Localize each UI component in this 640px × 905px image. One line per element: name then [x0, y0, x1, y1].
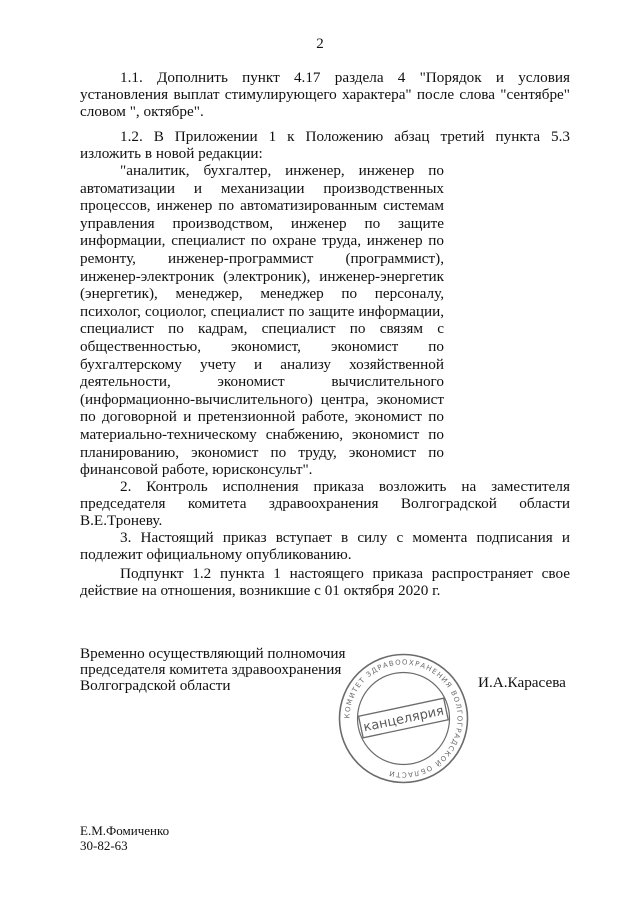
signature-position-line-1: Временно осуществляющий полномочия: [80, 645, 346, 662]
executor-phone: 30-82-63: [80, 838, 128, 853]
paragraph-subpoint-note: Подпункт 1.2 пункта 1 настоящего приказа распространяет свое действие на отношения, возникшие с 01 октября 2020 г.: [80, 565, 570, 599]
page-number: 2: [316, 36, 324, 52]
paragraph-1-1: 1.1. Дополнить пункт 4.17 раздела 4 "Порядок и условия установления выплат стимулирующего характера" после слова "сентябре" словом ", октябре".: [80, 69, 570, 120]
paragraph-2: 2. Контроль исполнения приказа возложить на заместителя председателя комитета здравоохранения Волгоградской области В.Е.Троневу.: [80, 478, 570, 529]
executor-name: Е.М.Фомиченко: [80, 823, 170, 838]
quoted-positions-list: "аналитик, бухгалтер, инженер, инженер по автоматизации и механизации производственных процессов, инженер по автоматизированным системам управления производством, инженер по защите информации, специалист по охране труда, инженер по ремонту, инженер-программист (программист), инженер-электроник (электроник), инженер-энергетик (энергетик), менеджер, менеджер по персоналу, психолог, социолог, специалист по защите информации, специалист по кадрам, специалист по связям с общественностью, экономист, экономист по бухгалтерскому учету и анализу хозяйственной деятельности, экономист вычислительного (информационно-вычислительного) центра, экономист по договорной и претензионной работе, экономист по материально-техническому снабжению, экономист по планированию, экономист по труду, экономист по финансовой работе, юрисконсульт".: [80, 162, 444, 479]
stamp-center-text: канцелярия: [362, 703, 446, 736]
signature-position-line-3: Волгоградской области: [80, 677, 231, 694]
stamp-ring-text: КОМИТЕТ ЗДРАВООХРАНЕНИЯ ВОЛГОГРАДСКОЙ ОБЛАСТИ: [343, 658, 464, 779]
paragraph-3: 3. Настоящий приказ вступает в силу с момента подписания и подлежит официальному опубликованию.: [80, 529, 570, 563]
executor-info: [80, 823, 169, 853]
office-stamp: [336, 651, 471, 786]
stamp-seal-icon: [336, 651, 471, 786]
signatory-name: И.А.Карасева: [478, 674, 566, 691]
signature-position: [80, 646, 380, 694]
signature-position-line-2: председателя комитета здравоохранения: [80, 661, 342, 678]
paragraph-1-2: 1.2. В Приложении 1 к Положению абзац третий пункта 5.3 изложить в новой редакции:: [80, 128, 570, 162]
